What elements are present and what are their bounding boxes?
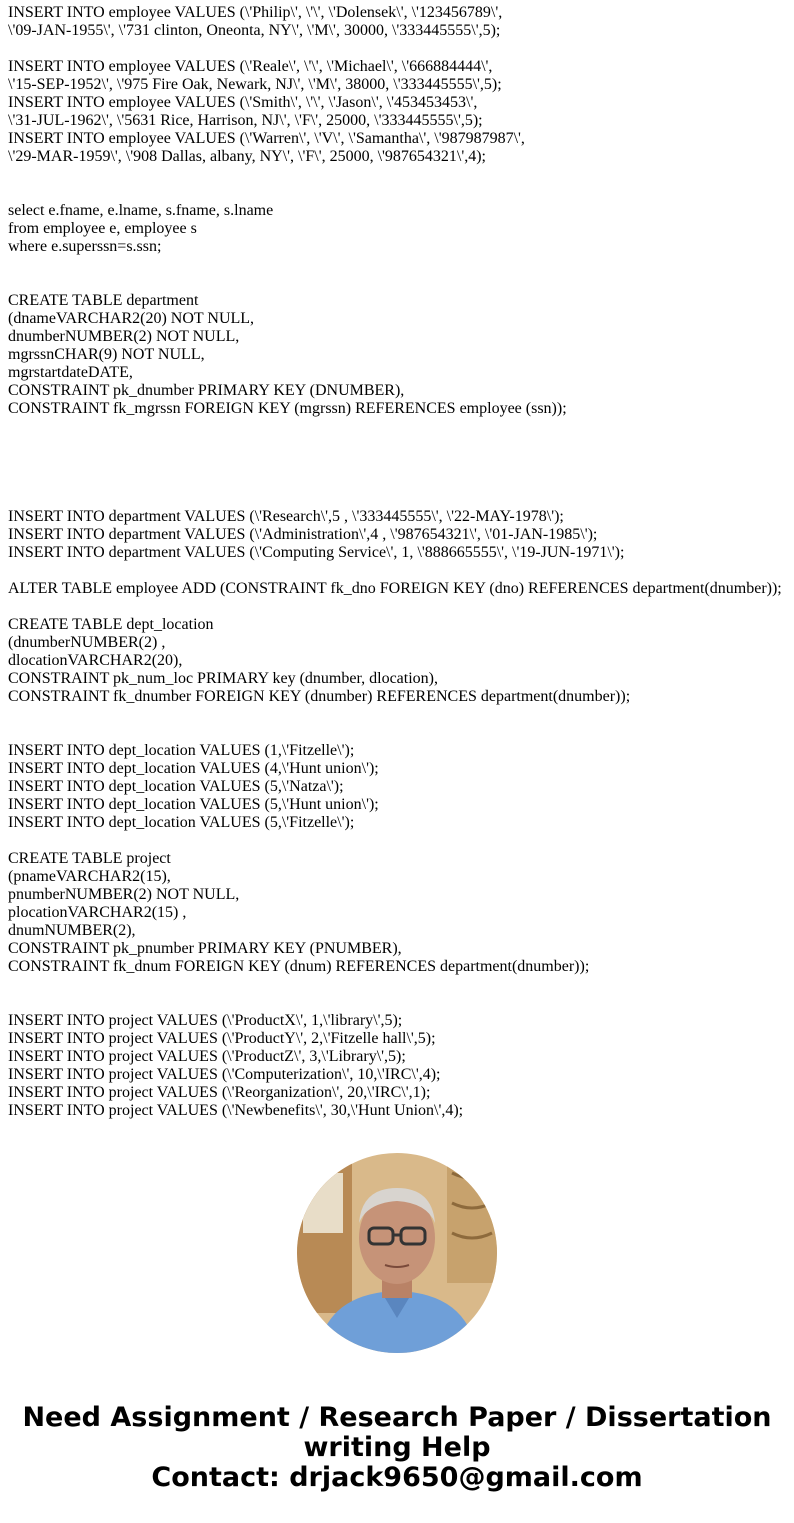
footer-line-1: Need Assignment / Research Paper / Dissertation [22, 1402, 772, 1433]
document-line [8, 256, 788, 274]
document-line: CONSTRAINT fk_dnum FOREIGN KEY (dnum) REFERENCES department(dnumber)); [8, 958, 590, 975]
document-line: INSERT INTO department VALUES (\'Research\',5 , \'333445555\', \'22-MAY-1978\'); [8, 508, 564, 525]
document-line: INSERT INTO project VALUES (\'ProductY\', 2,\'Fitzelle hall\',5); [8, 1030, 436, 1047]
document-line: INSERT INTO project VALUES (\'ProductX\', 1,\'library\',5); [8, 1012, 403, 1029]
document-line: CONSTRAINT fk_dnumber FOREIGN KEY (dnumber) REFERENCES department(dnumber)); [8, 688, 631, 705]
document-line [8, 40, 788, 58]
document-line: INSERT INTO project VALUES (\'Computerization\', 10,\'IRC\',4); [8, 1066, 441, 1083]
document-line [8, 562, 788, 580]
document-line [8, 598, 788, 616]
document-line: CONSTRAINT pk_pnumber PRIMARY KEY (PNUMBER), [8, 940, 402, 957]
document-line: INSERT INTO dept_location VALUES (1,\'Fitzelle\'); [8, 742, 355, 759]
document-line [8, 724, 788, 742]
document-line: (pnameVARCHAR2(15), [8, 868, 171, 885]
document-line: (dnumberNUMBER(2) , [8, 634, 166, 651]
footer-line-3[interactable]: Contact: drjack9650@gmail.com [151, 1462, 643, 1493]
document-line [8, 490, 788, 508]
document-line: \'09-JAN-1955\', \'731 clinton, Oneonta, NY\', \'M\', 30000, \'333445555\',5); [8, 22, 501, 39]
document-line: mgrstartdateDATE, [8, 364, 133, 381]
document-line: INSERT INTO project VALUES (\'ProductZ\', 3,\'Library\',5); [8, 1048, 406, 1065]
footer-contact [0, 1403, 794, 1493]
document-line: dnumNUMBER(2), [8, 922, 136, 939]
document-line: dlocationVARCHAR2(20), [8, 652, 183, 669]
document-line [8, 436, 788, 454]
document-line: INSERT INTO employee VALUES (\'Warren\', \'V\', \'Samantha\', \'987987987\', [8, 130, 525, 147]
document-line [8, 418, 788, 436]
document-line: INSERT INTO dept_location VALUES (5,\'Hunt union\'); [8, 796, 379, 813]
document-line: CREATE TABLE project [8, 850, 171, 867]
document-line: INSERT INTO department VALUES (\'Computing Service\', 1, \'888665555\', \'19-JUN-1971\'); [8, 544, 625, 561]
document-line: INSERT INTO project VALUES (\'Newbenefits\', 30,\'Hunt Union\',4); [8, 1102, 464, 1119]
document-line: where e.superssn=s.ssn; [8, 238, 162, 255]
document-line [8, 472, 788, 490]
document-line: \'31-JUL-1962\', \'5631 Rice, Harrison, NJ\', \'F\', 25000, \'333445555\',5); [8, 112, 483, 129]
document-line: INSERT INTO department VALUES (\'Administration\',4 , \'987654321\', \'01-JAN-1985\'); [8, 526, 598, 543]
document-line [8, 184, 788, 202]
document-line: INSERT INTO dept_location VALUES (4,\'Hunt union\'); [8, 760, 379, 777]
document-line: dnumberNUMBER(2) NOT NULL, [8, 328, 240, 345]
document-line: INSERT INTO employee VALUES (\'Smith\', \'\', \'Jason\', \'453453453\', [8, 94, 478, 111]
document-line: CREATE TABLE department [8, 292, 199, 309]
document-line [8, 994, 788, 1012]
document-line [8, 706, 788, 724]
document-body [8, 4, 788, 1120]
document-line [8, 832, 788, 850]
document-line: INSERT INTO project VALUES (\'Reorganization\', 20,\'IRC\',1); [8, 1084, 431, 1101]
document-line: CREATE TABLE dept_location [8, 616, 214, 633]
author-avatar [297, 1153, 497, 1353]
document-line: CONSTRAINT fk_mgrssn FOREIGN KEY (mgrssn) REFERENCES employee (ssn)); [8, 400, 567, 417]
document-line: mgrssnCHAR(9) NOT NULL, [8, 346, 205, 363]
document-line: ALTER TABLE employee ADD (CONSTRAINT fk_dno FOREIGN KEY (dno) REFERENCES department(dnumber)); [8, 580, 782, 597]
document-line [8, 166, 788, 184]
document-line: \'29-MAR-1959\', \'908 Dallas, albany, NY\', \'F\', 25000, \'987654321\',4); [8, 148, 486, 165]
document-line: from employee e, employee s [8, 220, 197, 237]
document-line: INSERT INTO dept_location VALUES (5,\'Natza\'); [8, 778, 344, 795]
document-line [8, 274, 788, 292]
footer-line-2: writing Help [303, 1432, 491, 1463]
document-line: INSERT INTO employee VALUES (\'Reale\', \'\', \'Michael\', \'666884444\', [8, 58, 493, 75]
document-line: INSERT INTO employee VALUES (\'Philip\', \'\', \'Dolensek\', \'123456789\', [8, 4, 503, 21]
document-line [8, 976, 788, 994]
document-line: pnumberNUMBER(2) NOT NULL, [8, 886, 240, 903]
document-line: (dnameVARCHAR2(20) NOT NULL, [8, 310, 255, 327]
document-line: \'15-SEP-1952\', \'975 Fire Oak, Newark, NJ\', \'M\', 38000, \'333445555\',5); [8, 76, 502, 93]
author-portrait-icon [297, 1153, 497, 1353]
document-line: CONSTRAINT pk_dnumber PRIMARY KEY (DNUMBER), [8, 382, 405, 399]
document-line: INSERT INTO dept_location VALUES (5,\'Fitzelle\'); [8, 814, 355, 831]
document-line: select e.fname, e.lname, s.fname, s.lname [8, 202, 274, 219]
document-line [8, 454, 788, 472]
document-line: plocationVARCHAR2(15) , [8, 904, 187, 921]
document-line: CONSTRAINT pk_num_loc PRIMARY key (dnumber, dlocation), [8, 670, 438, 687]
